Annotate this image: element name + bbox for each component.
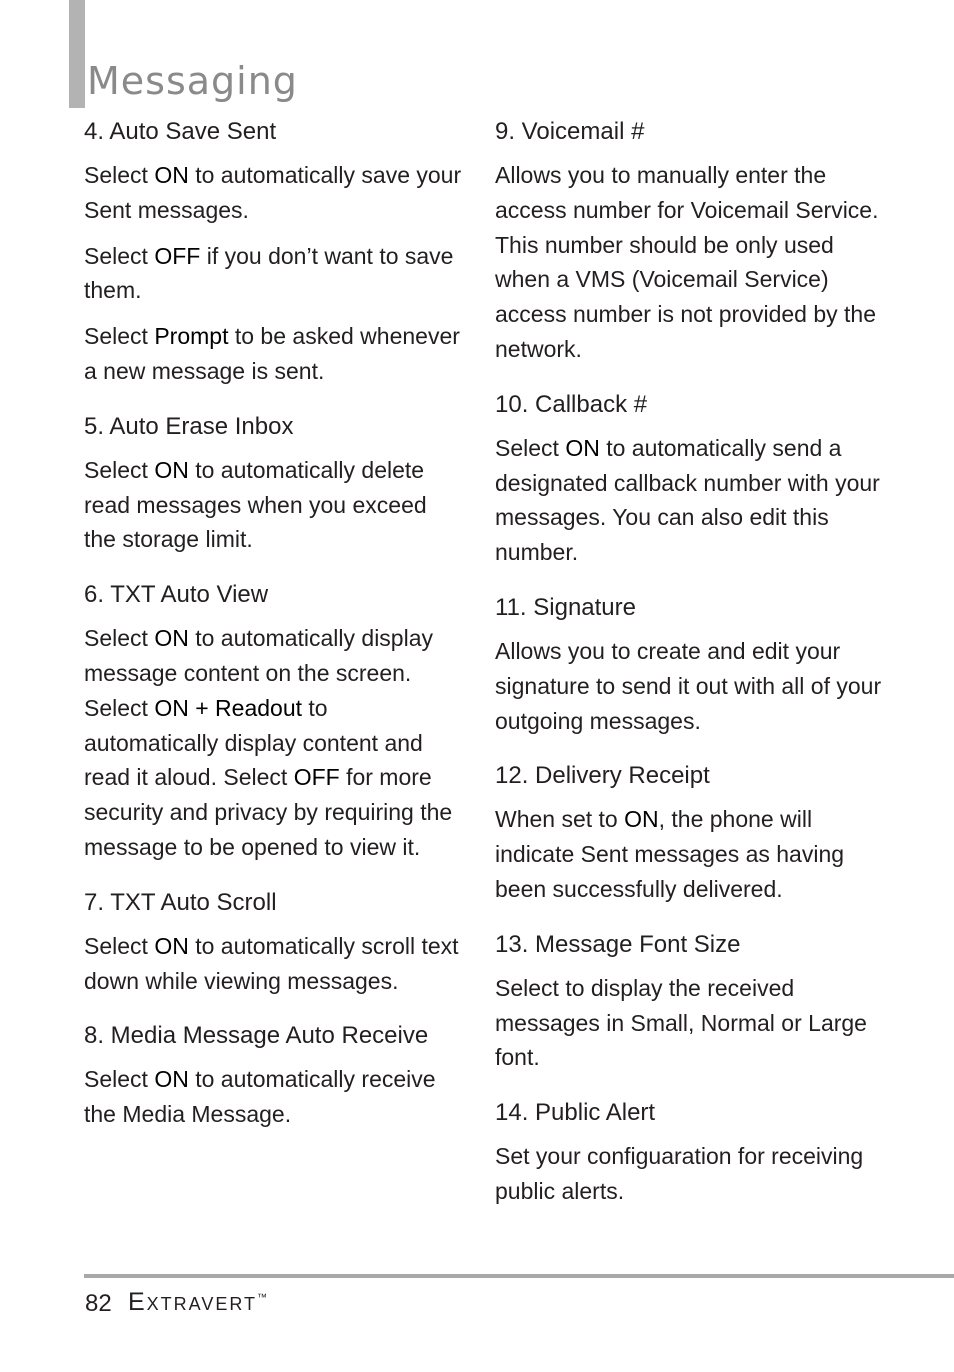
- section-paragraph: [495, 971, 885, 1075]
- section-paragraph: [84, 1062, 464, 1132]
- section-paragraph: [495, 634, 885, 738]
- section: [495, 1097, 885, 1209]
- section-paragraph: [84, 319, 464, 389]
- section-heading: 6. TXT Auto View: [84, 581, 269, 609]
- section: [84, 579, 464, 865]
- paragraph-text: Select: [84, 1066, 155, 1093]
- paragraph-text: When set to: [495, 806, 625, 833]
- paragraph-text: Select: [84, 932, 155, 959]
- paragraph-text: if you don’t want to save them.: [84, 242, 454, 304]
- section-heading: 4. Auto Save Sent: [84, 118, 277, 145]
- brand-label: Extravert: [128, 1288, 258, 1316]
- section: [495, 929, 885, 1075]
- paragraph-text: to automatically display message content on the screen. Select: [84, 625, 434, 721]
- trademark-symbol: ™: [257, 1292, 268, 1304]
- section-paragraph: [84, 621, 464, 865]
- option-keyword: Prompt: [154, 323, 229, 350]
- brand-name: [128, 1288, 267, 1317]
- paragraph-text: for more security and privacy by requiring the message to be opened to view it.: [84, 764, 453, 860]
- section: [84, 116, 464, 389]
- section-paragraph: [495, 158, 885, 367]
- paragraph-text: Set your configuaration for receiving public alerts.: [495, 1143, 864, 1204]
- option-keyword: ON: [154, 456, 189, 483]
- section-paragraph: [84, 239, 464, 309]
- option-keyword: ON: [154, 162, 189, 188]
- section: [84, 887, 464, 999]
- section: [495, 760, 885, 906]
- paragraph-text: Select: [495, 434, 566, 461]
- footer-divider: [84, 1274, 954, 1278]
- section-heading: 11. Signature: [495, 593, 636, 621]
- section-paragraph: [495, 431, 885, 570]
- page-tab-bar: [69, 0, 85, 108]
- section-heading: 13. Message Font Size: [495, 930, 741, 958]
- page-number: 82: [85, 1290, 112, 1317]
- option-keyword: ON: [624, 806, 659, 833]
- paragraph-text: Select: [84, 242, 155, 269]
- paragraph-text: to be asked whenever a new message is sent.: [84, 323, 460, 384]
- paragraph-text: Select to display the received messages in Small, Normal or Large font.: [495, 974, 867, 1071]
- paragraph-text: to automatically receive the Media Message.: [84, 1066, 436, 1128]
- section: [495, 389, 885, 570]
- paragraph-text: Allows you to manually enter the access number for Voicemail Service. This number should be only used when a VMS (Voicemail Service) access number is not provided by the network.: [495, 162, 879, 362]
- section-heading: 12. Delivery Receipt: [495, 762, 710, 790]
- section-paragraph: [84, 929, 464, 999]
- section-heading: 9. Voicemail #: [495, 118, 645, 145]
- paragraph-text: Select: [84, 456, 155, 483]
- page-title: Messaging: [87, 59, 298, 104]
- section-heading: 14. Public Alert: [495, 1099, 656, 1127]
- paragraph-text: Select: [84, 162, 155, 188]
- paragraph-text: , the phone will indicate Sent messages as having been successfully delivered.: [495, 806, 845, 902]
- option-keyword: ON: [565, 434, 600, 461]
- section-heading: 7. TXT Auto Scroll: [84, 888, 277, 916]
- paragraph-text: to automatically delete read messages when you exceed the storage limit.: [84, 456, 427, 553]
- paragraph-text: to automatically scroll text down while viewing messages.: [84, 932, 459, 994]
- option-keyword: ON + Readout: [154, 694, 302, 721]
- right-column: [495, 116, 885, 1231]
- section: [84, 411, 464, 557]
- paragraph-text: to automatically display content and read it aloud. Select: [84, 694, 423, 791]
- section-heading: 10. Callback #: [495, 390, 648, 418]
- option-keyword: ON: [154, 1066, 189, 1093]
- paragraph-text: Select: [84, 323, 155, 350]
- paragraph-text: Allows you to create and edit your signature to send it out with all of your outgoing messages.: [495, 637, 882, 734]
- section-heading: 5. Auto Erase Inbox: [84, 412, 294, 440]
- left-column: [84, 116, 464, 1154]
- option-keyword: OFF: [154, 242, 201, 269]
- section-paragraph: [495, 1139, 885, 1209]
- paragraph-text: to automatically save your Sent messages.: [84, 162, 462, 223]
- section-paragraph: [495, 802, 885, 906]
- section-paragraph: [84, 158, 464, 228]
- section-heading: 8. Media Message Auto Receive: [84, 1022, 429, 1050]
- paragraph-text: Select: [84, 625, 155, 652]
- section: [84, 1020, 464, 1132]
- option-keyword: ON: [154, 625, 189, 652]
- section: [495, 592, 885, 738]
- option-keyword: OFF: [293, 764, 340, 791]
- section: [495, 116, 885, 367]
- section-paragraph: [84, 453, 464, 557]
- option-keyword: ON: [154, 932, 189, 959]
- paragraph-text: to automatically send a designated callback number with your messages. You can also edit this number.: [495, 434, 880, 566]
